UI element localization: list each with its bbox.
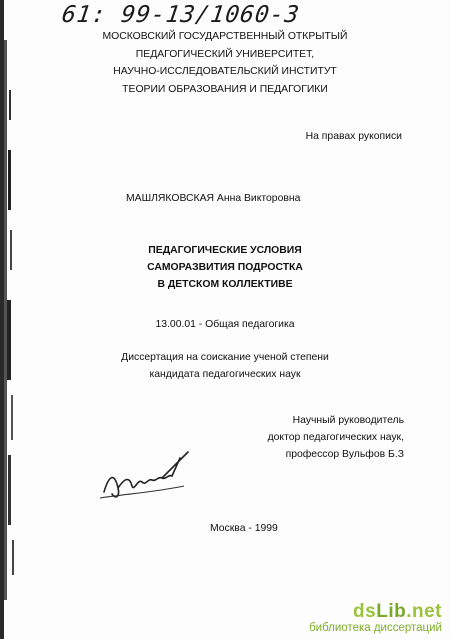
- dissertation-title: [0, 242, 450, 293]
- title-line: ПЕДАГОГИЧЕСКИЕ УСЛОВИЯ: [148, 245, 302, 256]
- advisor-line: профессор Вульфов Б.З: [285, 449, 404, 460]
- scientific-advisor: [268, 412, 404, 463]
- advisor-line: Научный руководитель: [292, 415, 404, 426]
- dslib-tagline: библиотека диссертаций: [309, 622, 442, 634]
- city-year: Москва - 1999: [210, 523, 278, 534]
- university-line: НАУЧНО-ИССЛЕДОВАТЕЛЬСКИЙ ИНСТИТУТ: [113, 66, 337, 77]
- advisor-line: доктор педагогических наук,: [267, 432, 404, 443]
- degree-line: кандидата педагогических наук: [149, 369, 301, 380]
- dslib-logo: dsLib.net: [353, 601, 442, 622]
- degree-line: Диссертация на соискание ученой степени: [121, 352, 329, 363]
- university-line: МОСКОВСКИЙ ГОСУДАРСТВЕННЫЙ ОТКРЫТЫЙ: [102, 31, 348, 42]
- university-line: ПЕДАГОГИЧЕСКИЙ УНИВЕРСИТЕТ,: [135, 48, 315, 60]
- dslib-watermark[interactable]: [309, 602, 442, 635]
- handwritten-catalog-code: 61: 99-13/1060-3: [60, 2, 302, 28]
- specialty-code: 13.00.01 - Общая педагогика: [155, 319, 295, 330]
- handwritten-signature: [96, 448, 196, 504]
- title-line: САМОРАЗВИТИЯ ПОДРОСТКА: [147, 262, 303, 273]
- university-line: ТЕОРИИ ОБРАЗОВАНИЯ И ПЕДАГОГИКИ: [122, 83, 328, 95]
- author-name: МАШЛЯКОВСКАЯ Анна Викторовна: [126, 193, 301, 204]
- degree-statement: [0, 349, 450, 383]
- title-line: В ДЕТСКОМ КОЛЛЕКТИВЕ: [157, 279, 293, 290]
- manuscript-rights-note: На правах рукописи: [305, 131, 402, 142]
- university-block: [0, 28, 450, 98]
